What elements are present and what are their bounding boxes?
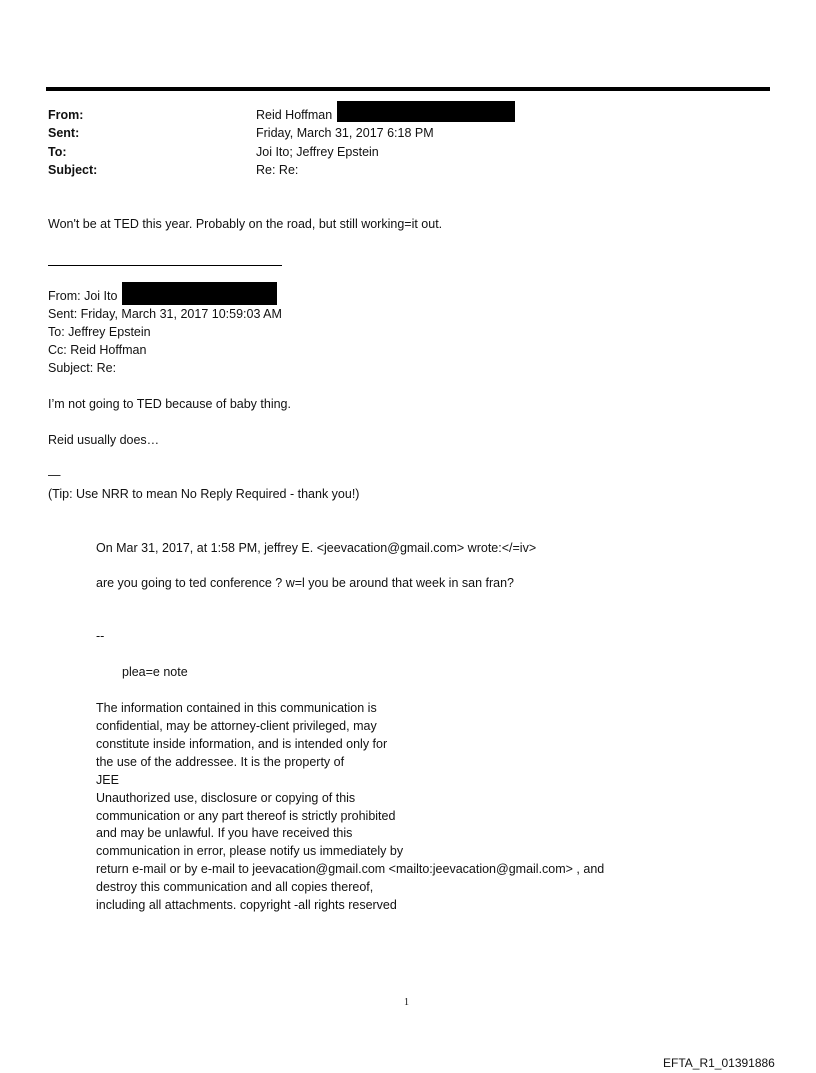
nested-intro: On Mar 31, 2017, at 1:58 PM, jeffrey E. <jeevacation@gmail.com> wrote:</=iv> <box>96 541 537 555</box>
disclaimer-line: including all attachments. copyright -all rights reserved <box>96 898 397 912</box>
redaction-box <box>122 282 277 305</box>
redaction-box <box>337 101 515 122</box>
disclaimer-line: Unauthorized use, disclosure or copying of this <box>96 791 356 805</box>
disclaimer-line: and may be unlawful. If you have received this <box>96 826 353 840</box>
sent-label: Sent: <box>48 126 80 140</box>
disclaimer-line: communication in error, please notify us immediately by <box>96 844 404 858</box>
disclaimer-line: JEE <box>96 773 119 787</box>
quote-separator <box>48 265 282 266</box>
tip-line: (Tip: Use NRR to mean No Reply Required - thank you!) <box>48 487 360 501</box>
nested-question: are you going to ted conference ? w=l you be around that week in san fran? <box>96 576 514 590</box>
disclaimer-line: confidential, may be attorney-client privileged, may <box>96 719 377 733</box>
quoted-subject: Subject: Re: <box>48 361 117 375</box>
disclaimer-line: destroy this communication and all copies thereof, <box>96 880 374 894</box>
reply-body: Won't be at TED this year. Probably on the road, but still working=it out. <box>48 217 443 231</box>
sig-dashes: -- <box>96 629 105 643</box>
to-label: To: <box>48 145 67 159</box>
to-value: Joi Ito; Jeffrey Epstein <box>256 145 379 159</box>
quoted-cc: Cc: Reid Hoffman <box>48 343 147 357</box>
subject-value: Re: Re: <box>256 163 299 177</box>
please-note: plea=e note <box>122 665 188 679</box>
header-rule <box>46 87 770 91</box>
page-number: 1 <box>404 997 409 1008</box>
from-value: Reid Hoffman <box>256 108 333 122</box>
joi-line-2: Reid usually does… <box>48 433 160 447</box>
disclaimer-line: constitute inside information, and is intended only for <box>96 737 388 751</box>
sent-value: Friday, March 31, 2017 6:18 PM <box>256 126 434 140</box>
quoted-to: To: Jeffrey Epstein <box>48 325 151 339</box>
signature-dash: — <box>48 468 61 482</box>
disclaimer-line: the use of the addressee. It is the property of <box>96 755 345 769</box>
quoted-from: From: Joi Ito <box>48 289 118 303</box>
subject-label: Subject: <box>48 163 98 177</box>
from-label: From: <box>48 108 84 122</box>
disclaimer-line: The information contained in this communication is <box>96 701 377 715</box>
bates-number: EFTA_R1_01391886 <box>663 1056 775 1070</box>
disclaimer-line: communication or any part thereof is strictly prohibited <box>96 809 396 823</box>
disclaimer-line: return e-mail or by e-mail to jeevacation@gmail.com <mailto:jeevacation@gmail.com> , and <box>96 862 605 876</box>
joi-line-1: I’m not going to TED because of baby thing. <box>48 397 291 411</box>
quoted-sent: Sent: Friday, March 31, 2017 10:59:03 AM <box>48 307 282 321</box>
